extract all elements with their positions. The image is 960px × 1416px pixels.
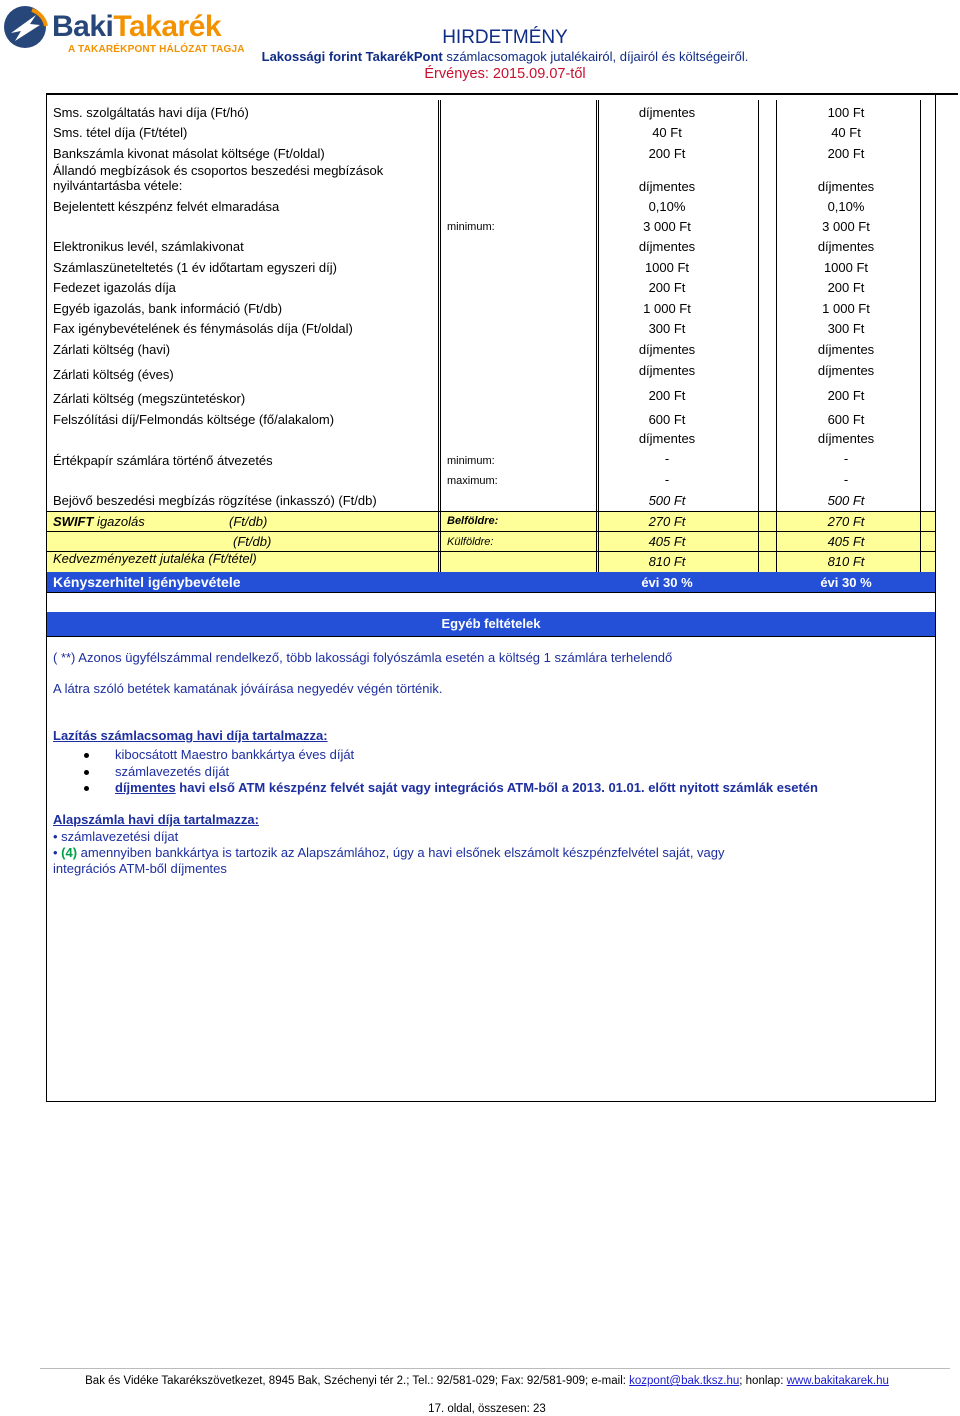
fee-label: Kényszerhitel igénybevétele bbox=[53, 574, 241, 590]
other-terms-line bbox=[47, 636, 935, 637]
alap-item: • számlavezetési díjat bbox=[53, 829, 179, 844]
fee-label: Bejelentett készpénz felvét elmaradása bbox=[53, 199, 280, 214]
fee-label: Számlaszüneteltetés (1 év időtartam egyszeri díj) bbox=[53, 260, 337, 275]
lazitas-heading bbox=[53, 728, 328, 744]
subtitle-bold: Lakossági forint TakarékPont bbox=[261, 49, 443, 64]
fee-value-col1: 600 Ft bbox=[648, 412, 686, 427]
fee-label: Kedvezményezett jutaléka (Ft/tétel) bbox=[53, 551, 257, 566]
fee-label: Felszólítási díj/Felmondás költsége (fő/alakalom) bbox=[53, 412, 335, 427]
fee-value-col1: 1 000 Ft bbox=[643, 301, 691, 316]
fee-value-col1: 200 Ft bbox=[648, 388, 686, 403]
bullet-icon bbox=[84, 786, 89, 791]
fee-value-col1: díjmentes bbox=[638, 105, 696, 120]
logo-word-takarek: Takarék bbox=[113, 10, 222, 43]
column-divider bbox=[776, 100, 777, 592]
other-terms-heading-text: Egyéb feltételek bbox=[441, 616, 541, 631]
lazitas-item-underlined: díjmentes bbox=[115, 780, 176, 795]
fee-value-col1: 1000 Ft bbox=[644, 260, 690, 275]
footer-email-link[interactable]: kozpont@bak.tksz.hu bbox=[629, 1375, 740, 1387]
alap-item-bullet: • bbox=[53, 845, 62, 860]
fee-label bbox=[53, 514, 145, 529]
fee-label: Zárlati költség (havi) bbox=[53, 342, 171, 357]
maximum-value-col1: - bbox=[664, 472, 670, 487]
fee-label: Bejövő beszedési megbízás rögzítése (inkasszó) (Ft/db) bbox=[53, 493, 377, 508]
fee-value-col2: 200 Ft bbox=[827, 146, 865, 161]
fee-value-col1: 810 Ft bbox=[648, 554, 686, 569]
fee-value-col2: 300 Ft bbox=[827, 321, 865, 336]
logo-tagline: A TAKARÉKPONT HÁLÓZAT TAGJA bbox=[68, 44, 245, 55]
alap-item bbox=[53, 845, 725, 861]
logo-arrow-icon bbox=[2, 4, 48, 50]
column-divider bbox=[758, 100, 759, 592]
fee-label: Egyéb igazolás, bank információ (Ft/db) bbox=[53, 301, 283, 316]
fee-value-col1: díjmentes bbox=[638, 342, 696, 357]
foreign-value-col1: 405 Ft bbox=[648, 534, 686, 549]
note-multiple-accounts: ( **) Azonos ügyfélszámmal rendelkező, több lakossági folyószámla esetén a költség 1 számlára terhelendő bbox=[53, 650, 673, 665]
alap-item-continued: integrációs ATM-ből díjmentes bbox=[53, 861, 227, 876]
alap-item-number: (4) bbox=[61, 845, 78, 860]
validity-date bbox=[250, 66, 760, 82]
fee-value-col1: díjmentes bbox=[638, 239, 696, 254]
maximum-label: maximum: bbox=[447, 475, 498, 487]
subtitle-rest: számlacsomagok jutalékairól, díjairól és költségeiről. bbox=[442, 49, 749, 64]
fee-value-col1: 200 Ft bbox=[648, 280, 686, 295]
fee-value-col2: 1 000 Ft bbox=[822, 301, 870, 316]
fee-row-forced-credit bbox=[47, 572, 935, 592]
page-number: 17. oldal, összesen: 23 bbox=[428, 1403, 546, 1415]
footer-contact bbox=[0, 1375, 960, 1387]
fee-label: Zárlati költség (megszüntetéskor) bbox=[53, 391, 246, 406]
fee-label: Elektronikus levél, számlakivonat bbox=[53, 239, 244, 254]
domestic-value-col2: 270 Ft bbox=[827, 514, 865, 529]
fee-value-col2: 200 Ft bbox=[827, 280, 865, 295]
fee-label-line2: nyilvántartásba vétele: bbox=[53, 178, 183, 193]
fee-value-col1: évi 30 % bbox=[641, 575, 693, 590]
validity-value: 2015.09.07-től bbox=[492, 66, 586, 82]
column-divider bbox=[598, 100, 599, 592]
minimum-value-col1: - bbox=[664, 451, 670, 466]
minimum-label: minimum: bbox=[447, 455, 495, 467]
note-interest-credit: A látra szóló betétek kamatának jóváírása negyedév végén történik. bbox=[53, 681, 443, 696]
fee-value-col2: 500 Ft bbox=[827, 493, 865, 508]
fee-label: Sms. szolgáltatás havi díja (Ft/hó) bbox=[53, 105, 249, 120]
swift-unit: (Ft/db) bbox=[229, 514, 268, 529]
fee-value-col2: 600 Ft bbox=[827, 412, 865, 427]
fee-value-col2: díjmentes bbox=[817, 342, 875, 357]
swift-label-bold: SWIFT bbox=[53, 514, 94, 529]
minimum-value-col2: 3 000 Ft bbox=[822, 219, 870, 234]
fee-value-col2: 40 Ft bbox=[831, 125, 861, 140]
lazitas-item-text: számlavezetés díját bbox=[115, 764, 230, 779]
fee-value-col2: díjmentes bbox=[817, 179, 875, 194]
fee-value-col1: 0,10% bbox=[648, 199, 686, 214]
alap-item-text: amennyiben bankkártya is tartozik az Alapszámlához, úgy a havi elsőnek elszámolt készpénzfelvétel saját, vagy bbox=[77, 845, 725, 860]
lazitas-item-text bbox=[115, 780, 818, 796]
page-subtitle bbox=[170, 49, 840, 64]
fee-value-col1: 500 Ft bbox=[648, 493, 686, 508]
footer-divider bbox=[40, 1368, 950, 1369]
table-bottom-line bbox=[47, 592, 935, 593]
fee-value-col2: évi 30 % bbox=[820, 575, 872, 590]
bullet-icon bbox=[84, 753, 89, 758]
fee-value-col2: 0,10% bbox=[827, 199, 865, 214]
other-terms-heading bbox=[47, 612, 935, 636]
minimum-value-col1: 3 000 Ft bbox=[643, 219, 691, 234]
fee-label: Állandó megbízások és csoportos beszedési megbízások bbox=[53, 163, 384, 178]
fee-label: Zárlati költség (éves) bbox=[53, 367, 174, 382]
minimum-value-col2: - bbox=[843, 451, 849, 466]
fee-value-col1: díjmentes bbox=[638, 431, 696, 446]
column-divider bbox=[596, 100, 597, 592]
foreign-value-col2: 405 Ft bbox=[827, 534, 865, 549]
column-divider bbox=[438, 100, 441, 592]
column-divider bbox=[920, 100, 921, 592]
swift-unit-2: (Ft/db) bbox=[233, 534, 272, 549]
maximum-value-col2: - bbox=[843, 472, 849, 487]
footer-text: Bak és Vidéke Takarékszövetkezet, 8945 Bak, Széchenyi tér 2.; Tel.: 92/581-029; Fax: 92/581-909; e-mail: bbox=[85, 1375, 630, 1387]
foreign-label: Külföldre: bbox=[447, 536, 494, 548]
fee-value-col1: díjmentes bbox=[638, 179, 696, 194]
fee-value-col2: 200 Ft bbox=[827, 388, 865, 403]
fee-value-col1: 300 Ft bbox=[648, 321, 686, 336]
lazitas-item-rest: havi első ATM készpénz felvét saját vagy integrációs ATM-ből a 2013. 01.01. előtt nyitott számlák esetén bbox=[175, 780, 818, 795]
minimum-label: minimum: bbox=[447, 221, 495, 233]
footer-web-link[interactable]: www.bakitakarek.hu bbox=[786, 1375, 889, 1387]
bullet-icon bbox=[84, 770, 89, 775]
alap-heading-text: Alapszámla havi díja tartalmazza: bbox=[53, 812, 259, 827]
lazitas-heading-text: Lazítás számlacsomag havi díja tartalmazza: bbox=[53, 728, 328, 743]
fee-label: Bankszámla kivonat másolat költsége (Ft/oldal) bbox=[53, 146, 325, 161]
fee-value-col2: 100 Ft bbox=[827, 105, 865, 120]
page-title: HIRDETMÉNY bbox=[442, 27, 568, 48]
fee-value-col2: díjmentes bbox=[817, 363, 875, 378]
fee-value-col2: díjmentes bbox=[817, 431, 875, 446]
swift-label-rest: igazolás bbox=[93, 514, 145, 529]
footer-text-2: ; honlap: bbox=[739, 1375, 787, 1387]
fee-value-col2: 1000 Ft bbox=[823, 260, 869, 275]
domestic-label: Belföldre: bbox=[447, 515, 499, 527]
fee-label: Fedezet igazolás díja bbox=[53, 280, 176, 295]
logo-word-baki: Baki bbox=[52, 10, 114, 43]
lazitas-item-text: kibocsátott Maestro bankkártya éves díját bbox=[115, 747, 355, 762]
fee-value-col1: 200 Ft bbox=[648, 146, 686, 161]
alap-heading bbox=[53, 812, 259, 828]
fee-value-col2: díjmentes bbox=[817, 239, 875, 254]
validity-label: Érvényes: bbox=[424, 66, 493, 82]
domestic-value-col1: 270 Ft bbox=[648, 514, 686, 529]
fee-label: Sms. tétel díja (Ft/tétel) bbox=[53, 125, 188, 140]
fee-value-col2: 810 Ft bbox=[827, 554, 865, 569]
logo-wordmark bbox=[52, 10, 221, 44]
fee-label: Értékpapír számlára történő átvezetés bbox=[53, 453, 273, 468]
fee-value-col1: díjmentes bbox=[638, 363, 696, 378]
fee-value-col1: 40 Ft bbox=[652, 125, 682, 140]
fee-label: Fax igénybevételének és fénymásolás díja (Ft/oldal) bbox=[53, 321, 353, 336]
